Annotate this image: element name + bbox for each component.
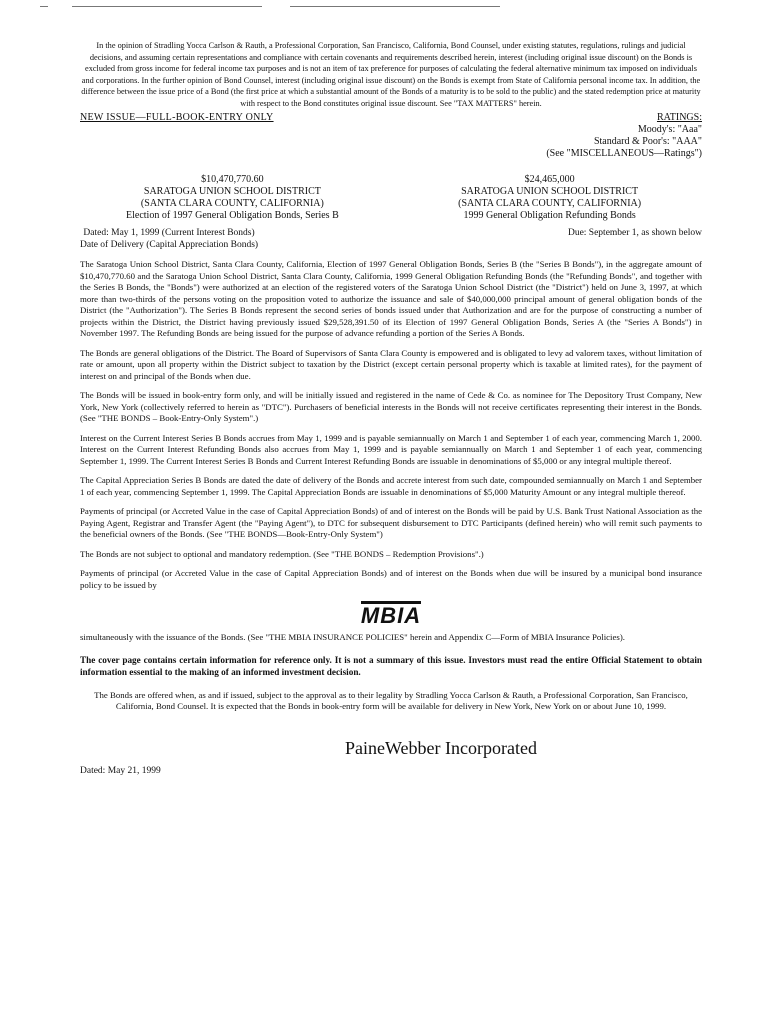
issue-left-district: SARATOGA UNION SCHOOL DISTRICT <box>143 186 321 197</box>
issue-right-amount: $24,465,000 <box>524 174 575 185</box>
paragraph-general-obligations: The Bonds are general obligations of the District. The Board of Supervisors of Santa Clara County is empowered and is obligated to levy ad valorem taxes, without limitation of rate or amount, upon all property within the District subject to taxation by the District (except certain personal property which is taxable at limited rates), for the payment of interest on and principal of the Bonds when due. <box>80 347 702 381</box>
underwriter-name: PaineWebber Incorporated <box>345 737 537 758</box>
final-date: Dated: May 21, 1999 <box>80 765 161 776</box>
top-rule-right <box>290 6 500 7</box>
issue-left-amount: $10,470,770.60 <box>201 174 264 185</box>
paragraph-book-entry: The Bonds will be issued in book-entry form only, and will be initially issued and registered in the name of Cede & Co. as nominee for The Depository Trust Company, New York, New York (collectively referred to herein as "DTC"). Purchasers of beneficial interests in the Bonds will not receive certificates representing their interest in the Bonds. (See "THE BONDS – Book-Entry-Only System".) <box>80 390 702 423</box>
dates-row <box>80 227 702 251</box>
issue-left-county: (SANTA CLARA COUNTY, CALIFORNIA) <box>140 198 324 209</box>
paragraph-interest: Interest on the Current Interest Series B Bonds accrues from May 1, 1999 and is payable semiannually on March 1 and September 1 of each year, commencing March 1, 2000. Interest on the Current Interest Refunding Bonds also accrues from May 1, 1999 and is payable semiannually on March 1 and September 1 of each year, commencing September 1, 1999. The Current Interest Series B Bonds and Current Interest Refunding Bonds are issuable in denominations of $5,000 or any integral multiple thereof. <box>80 432 702 466</box>
top-rule-left <box>40 6 48 7</box>
dated-text: Dated: May 1, 1999 (Current Interest Bonds) <box>83 228 255 238</box>
dated-block <box>80 227 258 251</box>
mbia-logo <box>80 601 702 628</box>
new-issue-label: NEW ISSUE—FULL-BOOK-ENTRY ONLY <box>80 112 274 123</box>
moodys-rating: Moody's: "Aaa" <box>637 124 702 135</box>
cover-page <box>80 40 702 777</box>
issue-right-county: (SANTA CLARA COUNTY, CALIFORNIA) <box>458 198 642 209</box>
issues-block <box>80 174 702 222</box>
paragraph-payments: Payments of principal (or Accreted Value in the case of Capital Appreciation Bonds) of and of interest on the Bonds will be paid by U.S. Bank Trust National Association as the Paying Agent, Registrar and Transfer Agent (the "Paying Agent"), to DTC for subsequent disbursement to DTC Participants (defined herein) who will remit such payments to the beneficial owners of the Bonds. (See "THE BONDS—Book-Entry-Only System") <box>80 506 702 539</box>
issue-right-bonds: 1999 General Obligation Refunding Bonds <box>463 210 636 221</box>
paragraph-authorization: The Saratoga Union School District, Santa Clara County, California, Election of 1997 General Obligation Bonds, Series B (the "Series B Bonds"), in the aggregate amount of $10,470,770.60 and the Saratoga Union School District, Santa Clara County, California, 1999 General Obligation Refunding Bonds (the "Refunding Bonds", and together with the Series B Bonds, the "Bonds") were authorized at an election of the registered voters of the Saratoga Union School District (the "District") held on June 3, 1997, at which more than two-thirds of the persons voting on the proposition voted to authorize the issuance and sale of $40,000,000 principal amount of general obligation bonds of the District (the "Authorization"). The Series B Bonds represent the second series of bonds issued under that Authorization and are for the purpose of constructing a number of projects within the District, the District having previously issued $29,528,391.50 of its Election of 1997 General Obligation Bonds, Series A (the "Series A Bonds") in November 1997. The Refunding Bonds are being issued for the purpose of advance refunding a portion of the Series A Bonds. <box>80 259 702 338</box>
issue-right <box>397 174 702 222</box>
paragraph-capital-appreciation: The Capital Appreciation Series B Bonds are dated the date of delivery of the Bonds and accrete interest from such date, compounded semiannually on March 1 and September 1 of each year, commencing September 1, 1999. The Capital Appreciation Bonds are issuable in denominations of $5,000 Maturity Amount or any integral multiple thereof. <box>80 475 702 497</box>
paragraph-simultaneously: simultaneously with the issuance of the Bonds. (See "THE MBIA INSURANCE POLICIES" herein and Appendix C—Form of MBIA Insurance Policies). <box>80 632 625 642</box>
issue-header <box>80 112 702 124</box>
issue-left-bonds: Election of 1997 General Obligation Bonds, Series B <box>126 210 339 221</box>
ratings-label-wrap <box>657 112 702 124</box>
tax-opinion: In the opinion of Stradling Yocca Carlson & Rauth, a Professional Corporation, San Francisco, California, Bond Counsel, under existing statutes, regulations, rulings and judicial decisions, and assuming certain representations and compliance with certain covenants and requirements described herein, interest (including original issue discount) on the Bonds is excluded from gross income for federal income tax purposes and is not an item of tax preference for purposes of calculating the federal alternative minimum tax imposed on individuals and corporations. In the further opinion of Bond Counsel, interest (including original issue discount) on the Bonds is exempt from State of California personal income tax. In addition, the difference between the issue price of a Bond (the first price at which a substantial amount of the Bonds of a maturity is to be sold to the public) and the stated redemption price at maturity with respect to the Bond constitutes original issue discount. See "TAX MATTERS" herein. <box>81 41 701 108</box>
issue-left <box>80 174 385 222</box>
mbia-logo-text: MBIA <box>360 603 422 628</box>
paragraph-insurance: Payments of principal (or Accreted Value in the case of Capital Appreciation Bonds) and of interest on the Bonds when due will be insured by a municipal bond insurance policy to be issued by <box>80 568 702 590</box>
top-rule-middle <box>72 6 262 7</box>
issue-right-district: SARATOGA UNION SCHOOL DISTRICT <box>461 186 639 197</box>
due-text: Due: September 1, as shown below <box>567 228 702 238</box>
offering-statement: The Bonds are offered when, as and if issued, subject to the approval as to their legality by Stradling Yocca Carlson & Rauth, a Professional Corporation, San Francisco, California, Bond Counsel. It is expected that the Bonds in book-entry form will be available for delivery in New York, New York on or about June 10, 1999. <box>94 689 688 711</box>
ratings-label: RATINGS: <box>656 112 702 123</box>
paragraph-redemption: The Bonds are not subject to optional and mandatory redemption. (See "THE BONDS – Redemption Provisions".) <box>80 548 484 559</box>
delivery-text: Date of Delivery (Capital Appreciation Bonds) <box>80 240 259 250</box>
ratings-see-reference: (See "MISCELLANEOUS—Ratings") <box>546 148 702 159</box>
ratings-block <box>80 124 702 160</box>
cover-page-notice: The cover page contains certain information for reference only. It is not a summary of this issue. Investors must read the entire Official Statement to obtain information essential to the making of an informed investment decision. <box>80 654 702 677</box>
sp-rating: Standard & Poor's: "AAA" <box>593 136 702 147</box>
